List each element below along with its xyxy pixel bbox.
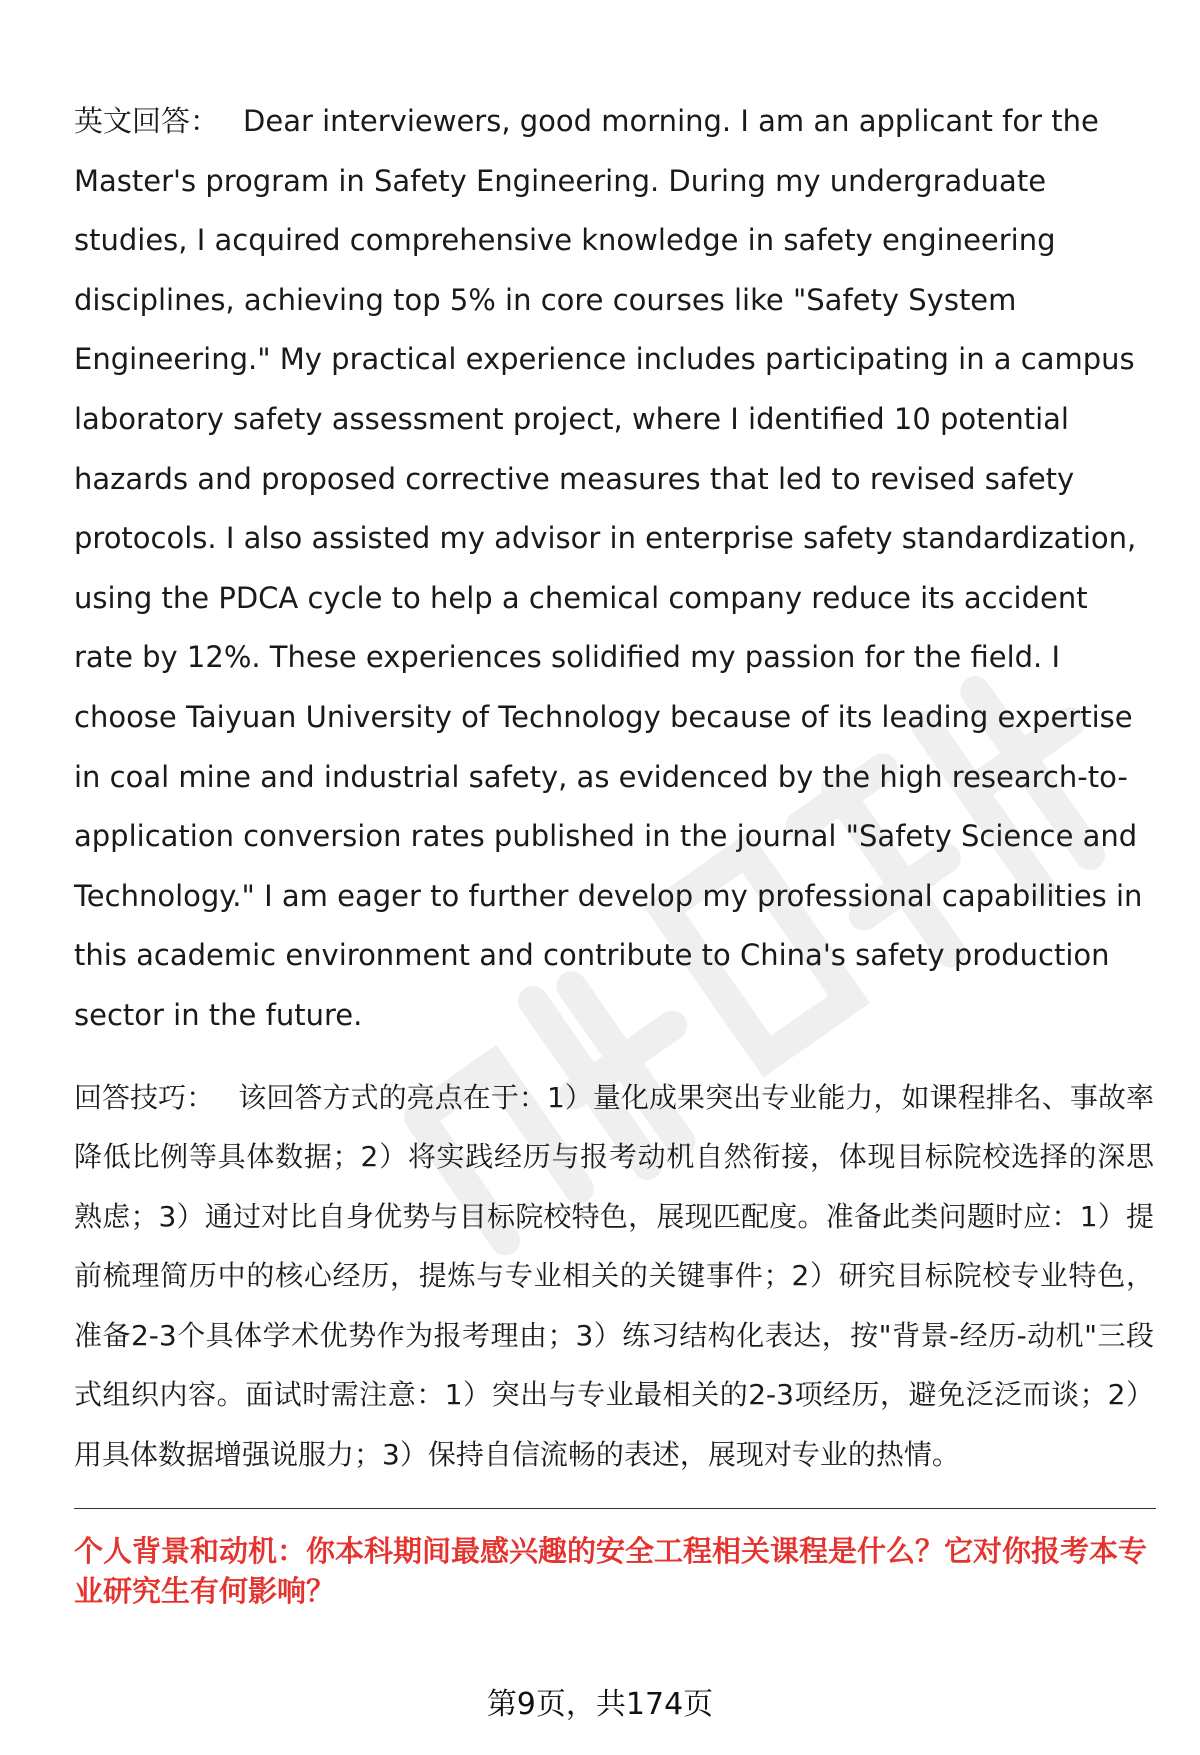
- section-divider: [74, 1508, 1156, 1509]
- answer-tips-label: 回答技巧：: [74, 1080, 215, 1114]
- answer-tips-text: 该回答方式的亮点在于：1）量化成果突出专业能力，如课程排名、事故率降低比例等具体数据；2）将实践经历与报考动机自然衔接，体现目标院校选择的深思熟虑；3）通过对比自身优势与目标院校特色，展现匹配度。准备此类问题时应：1）提前梳理简历中的核心经历，提炼与专业相关的关键事件；2）研究目标院校专业特色，准备2-3个具体学术优势作为报考理由；3）练习结构化表达，按"背景-经历-动机"三段式组织内容。面试时需注意：1）突出与专业最相关的2-3项经历，避免泛泛而谈；2）用具体数据增强说服力；3）保持自信流畅的表述，展现对专业的热情。: [74, 1080, 1154, 1471]
- english-answer-text: Dear interviewers, good morning. I am an applicant for the Master's program in Safety Engineering. During my undergraduate studies, I acquired comprehensive knowledge in safety engineering disciplines, achieving top 5% in core courses like "Safety System Engineering." My practical experience includes participating in a campus laboratory safety assessment project, where I identified 10 potential hazards and proposed corrective measures that led to revised safety protocols. I also assisted my advisor in enterprise safety standardization, using the PDCA cycle to help a chemical company reduce its accident rate by 12%. These experiences solidified my passion for the field. I choose Taiyuan University of Technology because of its leading expertise in coal mine and industrial safety, as evidenced by the high research-to-application conversion rates published in the journal "Safety Science and Technology." I am eager to further develop my professional capabilities in this academic environment and contribute to China's safety production sector in the future.: [74, 104, 1143, 1032]
- page-number: 第9页，共174页: [486, 1687, 714, 1722]
- document-page: [74, 92, 1154, 1611]
- english-answer-label: 英文回答：: [74, 104, 220, 138]
- next-question-heading: 个人背景和动机：你本科期间最感兴趣的安全工程相关课程是什么？它对你报考本专业研究生有何影响？: [74, 1534, 1148, 1608]
- english-answer-paragraph: [74, 92, 1154, 1046]
- answer-tips-paragraph: [74, 1068, 1154, 1485]
